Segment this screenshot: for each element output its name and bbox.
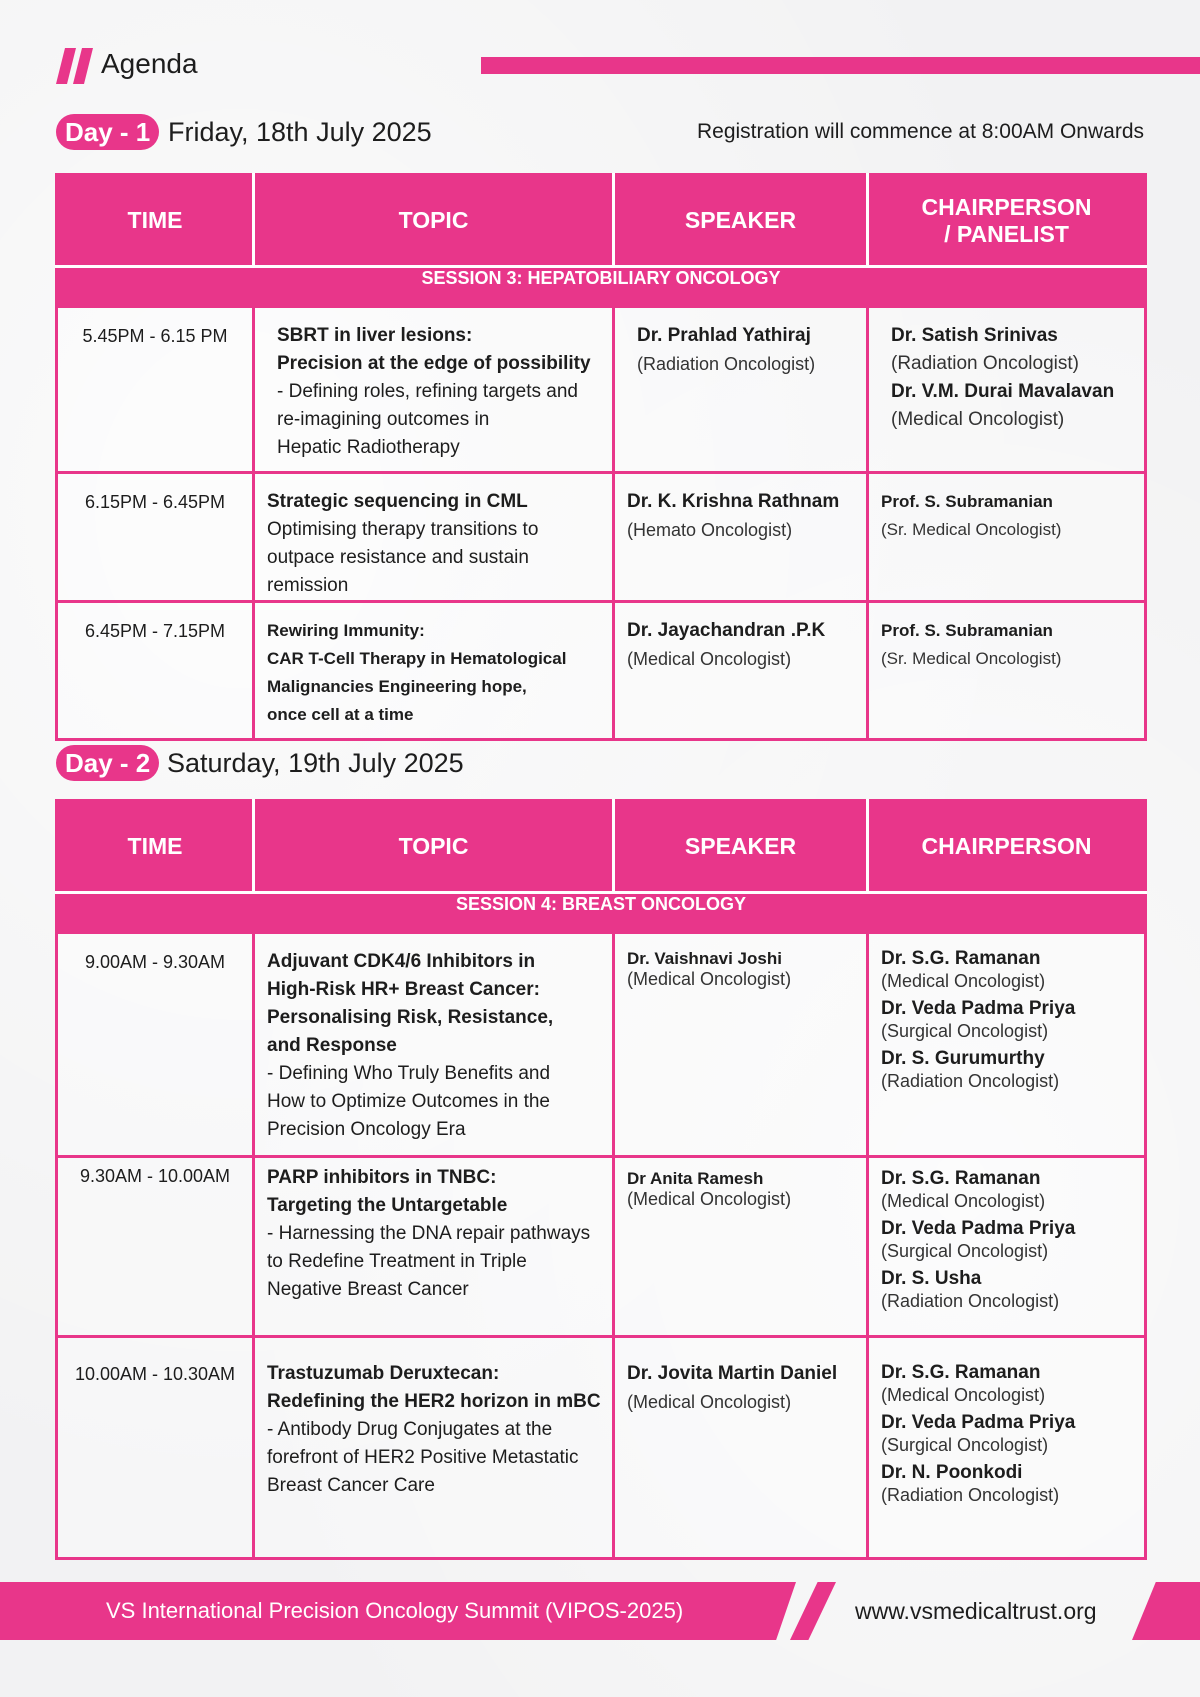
topic-title-line: SBRT in liver lesions: xyxy=(277,325,473,346)
column-header-topic: TOPIC xyxy=(254,801,614,893)
footer-slash-decoration xyxy=(790,1582,836,1640)
topic-desc-line: - Defining Who Truly Benefits and xyxy=(267,1063,551,1084)
topic-title-line: once cell at a time xyxy=(267,705,414,724)
topic-desc-line: re-imagining outcomes in xyxy=(277,409,490,430)
time-cell: 5.45PM - 6.15 PM xyxy=(57,307,254,473)
topic-desc-line: How to Optimize Outcomes in the xyxy=(267,1091,550,1112)
topic-title-line: CAR T-Cell Therapy in Hematological xyxy=(267,649,567,668)
topic-desc-line: Breast Cancer Care xyxy=(267,1475,435,1496)
topic-title-line: Adjuvant CDK4/6 Inhibitors in xyxy=(267,951,536,972)
speaker-name: Dr. K. Krishna Rathnam xyxy=(627,491,840,512)
chair-name: Dr. V.M. Durai Mavalavan xyxy=(891,381,1115,402)
time-cell: 9.30AM - 10.00AM xyxy=(57,1157,254,1337)
chair-role: (Sr. Medical Oncologist) xyxy=(881,649,1062,668)
topic-title-line: and Response xyxy=(267,1035,397,1056)
page-title: Agenda xyxy=(101,48,198,79)
chair-name: Dr. S.G. Ramanan xyxy=(881,1168,1041,1189)
topic-desc-line: Optimising therapy transitions to xyxy=(267,519,539,540)
topic-desc-line: outpace resistance and sustain remission xyxy=(267,547,529,596)
topic-desc-line: Precision Oncology Era xyxy=(267,1119,466,1140)
table-header-row xyxy=(57,175,1146,267)
chairperson-cell xyxy=(868,307,1146,473)
topic-cell xyxy=(254,933,614,1157)
day2-heading xyxy=(56,743,1144,783)
table-row xyxy=(57,602,1146,740)
page-header xyxy=(56,44,1200,88)
topic-desc-line: to Redefine Treatment in Triple xyxy=(267,1251,527,1272)
day1-agenda-table xyxy=(55,173,1147,741)
time-cell: 9.00AM - 9.30AM xyxy=(57,933,254,1157)
topic-title-line: Precision at the edge of possibility xyxy=(277,353,591,374)
chair-role: (Medical Oncologist) xyxy=(891,409,1065,430)
topic-desc-line: - Harnessing the DNA repair pathways xyxy=(267,1223,591,1244)
topic-desc-line: Hepatic Radiotherapy xyxy=(277,437,460,458)
speaker-role: (Medical Oncologist) xyxy=(627,969,792,989)
table-row xyxy=(57,473,1146,602)
topic-title-line: Personalising Risk, Resistance, xyxy=(267,1007,554,1028)
chair-role: (Sr. Medical Oncologist) xyxy=(881,520,1062,539)
chair-role: (Surgical Oncologist) xyxy=(881,1241,1049,1261)
chair-name: Dr. S. Gurumurthy xyxy=(881,1048,1045,1069)
chair-name: Dr. Veda Padma Priya xyxy=(881,998,1076,1019)
topic-title-line: Strategic sequencing in CML xyxy=(267,491,528,512)
time-cell: 6.15PM - 6.45PM xyxy=(57,473,254,602)
chair-name: Dr. S. Usha xyxy=(881,1268,982,1289)
speaker-role: (Medical Oncologist) xyxy=(627,1189,792,1209)
chair-role: (Surgical Oncologist) xyxy=(881,1435,1049,1455)
topic-desc-line: - Defining roles, refining targets and xyxy=(277,381,578,402)
day1-heading xyxy=(56,112,1144,152)
topic-title-line: Malignancies Engineering hope, xyxy=(267,677,527,696)
topic-title-line: Trastuzumab Deruxtecan: xyxy=(267,1363,500,1384)
session-row xyxy=(57,267,1146,307)
speaker-name: Dr. Jayachandran .P.K xyxy=(627,620,826,641)
speaker-cell xyxy=(614,1157,868,1337)
chair-name: Dr. S.G. Ramanan xyxy=(881,1362,1041,1383)
speaker-name: Dr. Jovita Martin Daniel xyxy=(627,1363,838,1384)
table-row xyxy=(57,307,1146,473)
double-slash-icon xyxy=(56,48,96,84)
chair-role: (Surgical Oncologist) xyxy=(881,1021,1049,1041)
chairperson-cell xyxy=(868,602,1146,740)
column-header-time: TIME xyxy=(57,175,254,267)
speaker-cell xyxy=(614,933,868,1157)
registration-note: Registration will commence at 8:00AM Onwards xyxy=(696,120,1144,143)
column-header-topic: TOPIC xyxy=(254,175,614,267)
day2-date: Saturday, 19th July 2025 xyxy=(167,748,464,778)
column-header-time: TIME xyxy=(57,801,254,893)
topic-desc-line: - Antibody Drug Conjugates at the xyxy=(267,1419,553,1440)
session-row xyxy=(57,893,1146,933)
chair-name: Dr. Veda Padma Priya xyxy=(881,1218,1076,1239)
chair-role: (Radiation Oncologist) xyxy=(881,1291,1060,1311)
column-header-chairperson: CHAIRPERSON / PANELIST xyxy=(868,175,1146,267)
topic-title-line: Redefining the HER2 horizon in mBC xyxy=(267,1391,601,1412)
speaker-role: (Radiation Oncologist) xyxy=(637,354,816,374)
column-header-speaker: SPEAKER xyxy=(614,801,868,893)
session-title: SESSION 4: BREAST ONCOLOGY xyxy=(57,893,1146,933)
topic-desc-line: Negative Breast Cancer xyxy=(267,1279,469,1300)
chair-role: (Medical Oncologist) xyxy=(881,1385,1046,1405)
table-row xyxy=(57,933,1146,1157)
topic-cell xyxy=(254,602,614,740)
topic-title-line: PARP inhibitors in TNBC: xyxy=(267,1167,497,1188)
page-footer xyxy=(0,1582,1200,1640)
table-row xyxy=(57,1157,1146,1337)
speaker-role: (Hemato Oncologist) xyxy=(627,520,793,540)
topic-title-line: Rewiring Immunity: xyxy=(267,621,425,640)
chair-role: (Medical Oncologist) xyxy=(881,971,1046,991)
chairperson-cell xyxy=(868,1337,1146,1559)
topic-cell xyxy=(254,1337,614,1559)
table-header-row xyxy=(57,801,1146,893)
speaker-cell xyxy=(614,1337,868,1559)
column-header-chairperson: CHAIRPERSON xyxy=(868,801,1146,893)
topic-cell xyxy=(254,473,614,602)
topic-desc-line: forefront of HER2 Positive Metastatic xyxy=(267,1447,579,1468)
topic-title-line: Targeting the Untargetable xyxy=(267,1195,508,1216)
chair-role: (Radiation Oncologist) xyxy=(891,353,1079,374)
chair-role: (Medical Oncologist) xyxy=(881,1191,1046,1211)
day1-badge: Day - 1 xyxy=(56,114,159,150)
chair-name: Prof. S. Subramanian xyxy=(881,492,1053,511)
speaker-name: Dr. Vaishnavi Joshi xyxy=(627,949,782,968)
chair-name: Dr. Satish Srinivas xyxy=(891,325,1058,346)
chairperson-cell xyxy=(868,473,1146,602)
speaker-role: (Medical Oncologist) xyxy=(627,1392,792,1412)
table-row xyxy=(57,1337,1146,1559)
chairperson-cell xyxy=(868,1157,1146,1337)
topic-cell xyxy=(254,307,614,473)
topic-cell xyxy=(254,1157,614,1337)
speaker-name: Dr Anita Ramesh xyxy=(627,1169,764,1188)
speaker-name: Dr. Prahlad Yathiraj xyxy=(637,325,811,346)
chair-name: Dr. S.G. Ramanan xyxy=(881,948,1041,969)
chairperson-cell xyxy=(868,933,1146,1157)
topic-title-line: High-Risk HR+ Breast Cancer: xyxy=(267,979,540,1000)
speaker-role: (Medical Oncologist) xyxy=(627,649,792,669)
footer-corner-decoration xyxy=(1132,1582,1200,1640)
chair-role: (Radiation Oncologist) xyxy=(881,1485,1060,1505)
time-cell: 10.00AM - 10.30AM xyxy=(57,1337,254,1559)
speaker-cell xyxy=(614,307,868,473)
chair-name: Prof. S. Subramanian xyxy=(881,621,1053,640)
chair-name: Dr. Veda Padma Priya xyxy=(881,1412,1076,1433)
session-title: SESSION 3: HEPATOBILIARY ONCOLOGY xyxy=(57,267,1146,307)
header-accent-bar xyxy=(481,57,1200,74)
footer-event-title: VS International Precision Oncology Summit (VIPOS-2025) xyxy=(106,1598,684,1623)
speaker-cell xyxy=(614,473,868,602)
chair-role: (Radiation Oncologist) xyxy=(881,1071,1060,1091)
speaker-cell xyxy=(614,602,868,740)
day1-date: Friday, 18th July 2025 xyxy=(168,117,432,147)
column-header-speaker: SPEAKER xyxy=(614,175,868,267)
footer-website-link[interactable]: www.vsmedicaltrust.org xyxy=(855,1598,1097,1624)
time-cell: 6.45PM - 7.15PM xyxy=(57,602,254,740)
day2-agenda-table xyxy=(55,799,1147,1560)
day2-badge: Day - 2 xyxy=(56,745,159,781)
chair-name: Dr. N. Poonkodi xyxy=(881,1462,1023,1483)
